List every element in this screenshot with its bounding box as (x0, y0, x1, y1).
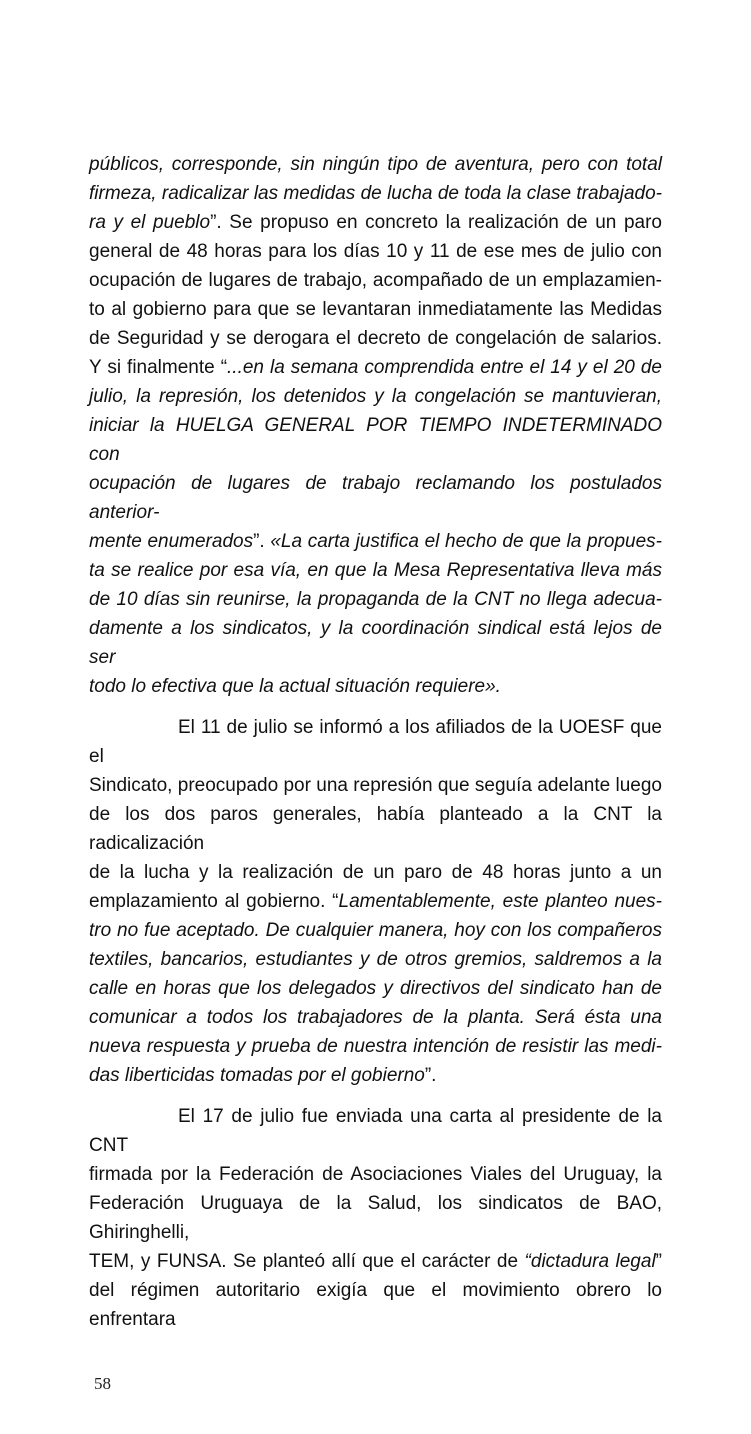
italic-text: nueva respuesta y prueba de nuestra intención de resistir las medi- (89, 1036, 662, 1057)
text-line (89, 469, 662, 527)
text-line (89, 1061, 662, 1090)
page-number: 58 (94, 1374, 111, 1393)
italic-text: ta se realice por esa vía, en que la Mesa Representativa lleva más (89, 560, 662, 581)
italic-text: todo lo efectiva que la actual situación requiere». (89, 676, 501, 697)
text-line (89, 353, 662, 382)
text-segment: firmada por la Federación de Asociaciones Viales del Uruguay, la (89, 1164, 662, 1185)
text-segment: El 17 de julio fue enviada una carta al presidente de la CNT (89, 1106, 662, 1156)
text-segment: de Seguridad y se derogara el decreto de congelación de salarios. (89, 328, 662, 349)
italic-text: firmeza, radicalizar las medidas de lucha de toda la clase trabajado- (89, 183, 662, 204)
text-line (89, 527, 662, 556)
text-line (89, 237, 662, 266)
text-segment: ”. Se propuso en concreto la realización de un paro (210, 212, 662, 233)
text-line (89, 1032, 662, 1061)
text-line (89, 916, 662, 945)
italic-text: ra y el pueblo (89, 212, 211, 233)
text-line (89, 411, 662, 469)
text-segment: ocupación de lugares de trabajo, acompañado de un emplazamien- (89, 270, 662, 291)
text-segment: Sindicato, preocupado por una represión que seguía adelante luego (89, 775, 662, 796)
italic-text: públicos, corresponde, sin ningún tipo de aventura, pero con total (89, 154, 662, 175)
italic-text: tro no fue aceptado. De cualquier manera, hoy con los compañeros (89, 920, 662, 941)
text-line (89, 858, 662, 887)
text-line (89, 672, 662, 701)
text-line (89, 1247, 662, 1276)
text-line (89, 150, 662, 179)
text-line (89, 585, 662, 614)
italic-text: damente a los sindicatos, y la coordinación sindical está lejos de ser (89, 618, 662, 668)
text-segment: de la lucha y la realización de un paro de 48 horas junto a un (89, 862, 662, 883)
paragraph-2 (89, 713, 662, 1090)
italic-text: ...en la semana comprendida entre el 14 y el 20 de (227, 357, 662, 378)
italic-text: iniciar la HUELGA GENERAL POR TIEMPO INDETERMINADO con (89, 415, 662, 465)
italic-text: comunicar a todos los trabajadores de la planta. Será ésta una (89, 1007, 662, 1028)
italic-text: «La carta justifica el hecho de que la propues- (270, 531, 662, 552)
italic-text: Lamentablemente, este planteo nues- (338, 891, 662, 912)
text-segment: El 11 de julio se informó a los afiliados de la UOESF que el (89, 717, 662, 767)
italic-text: textiles, bancarios, estudiantes y de otros gremios, saldremos a la (89, 949, 662, 970)
text-line (89, 1003, 662, 1032)
text-line (89, 1102, 662, 1160)
paragraph-3 (89, 1102, 662, 1334)
italic-text: calle en horas que los delegados y directivos del sindicato han de (89, 978, 662, 999)
text-segment: Federación Uruguaya de la Salud, los sindicatos de BAO, Ghiringhelli, (89, 1193, 662, 1243)
italic-text: de 10 días sin reunirse, la propaganda de la CNT no llega adecua- (89, 589, 662, 610)
text-line (89, 945, 662, 974)
text-line (89, 208, 662, 237)
text-segment: ” (655, 1251, 662, 1272)
text-line (89, 1189, 662, 1247)
text-segment: general de 48 horas para los días 10 y 11 de ese mes de julio con (89, 241, 662, 262)
text-line (89, 1160, 662, 1189)
italic-text: das liberticidas tomadas por el gobierno (89, 1065, 425, 1086)
text-segment: ”. (253, 531, 271, 552)
text-segment: ”. (424, 1065, 437, 1086)
text-segment: de los dos paros generales, había planteado a la CNT la radicalización (89, 804, 662, 854)
text-line (89, 614, 662, 672)
text-line (89, 324, 662, 353)
text-line (89, 887, 662, 916)
text-segment: Y si finalmente “ (89, 357, 228, 378)
italic-text: mente enumerados (89, 531, 254, 552)
text-line (89, 974, 662, 1003)
text-line (89, 713, 662, 771)
italic-text: ocupación de lugares de trabajo reclamando los postulados anterior- (89, 473, 662, 523)
text-line (89, 771, 662, 800)
text-line (89, 382, 662, 411)
text-line (89, 1276, 662, 1334)
text-line (89, 295, 662, 324)
text-line (89, 556, 662, 585)
paragraph-1 (89, 150, 662, 701)
text-segment: emplazamiento al gobierno. “ (89, 891, 339, 912)
text-line (89, 266, 662, 295)
text-segment: del régimen autoritario exigía que el movimiento obrero lo enfrentara (89, 1280, 662, 1330)
text-line (89, 800, 662, 858)
italic-text: julio, la represión, los detenidos y la congelación se mantuvieran, (89, 386, 662, 407)
text-segment: to al gobierno para que se levantaran inmediatamente las Medidas (89, 299, 662, 320)
italic-text: “dictadura legal (524, 1251, 656, 1272)
text-segment: TEM, y FUNSA. Se planteó allí que el carácter de (89, 1251, 525, 1272)
text-line (89, 179, 662, 208)
